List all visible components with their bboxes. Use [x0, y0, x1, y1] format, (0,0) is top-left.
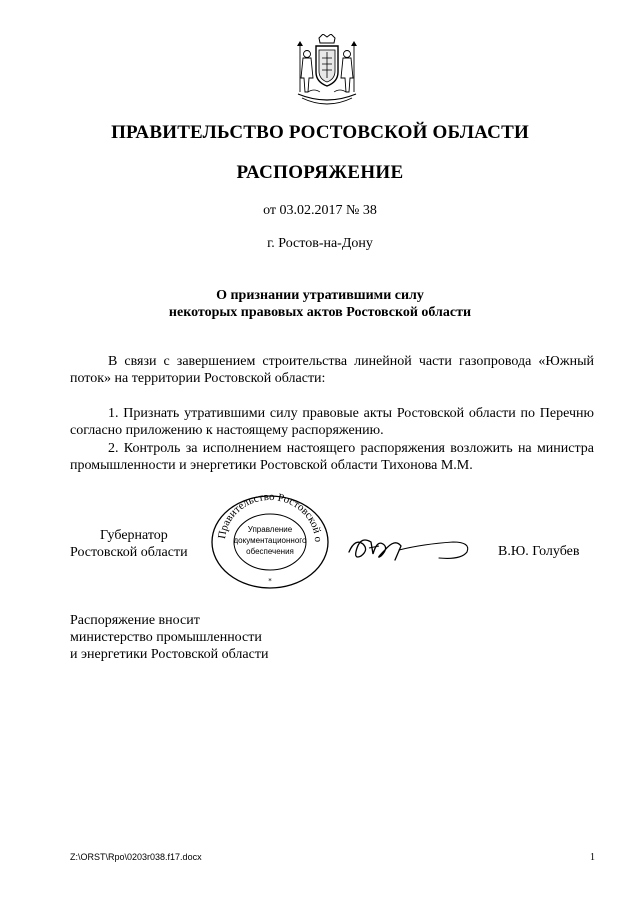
order-item-text: 2. Контроль за исполнением настоящего распоряжения возложить на министра промышленности и энергетики Ростовской области Тихонова М.М.: [70, 441, 594, 473]
page-number: 1: [590, 852, 595, 863]
organization-title: ПРАВИТЕЛЬСТВО РОСТОВСКОЙ ОБЛАСТИ: [111, 122, 529, 143]
footer-file-path: Z:\ORST\Rpo\0203r038.f17.docx: [70, 852, 202, 862]
subject-line: некоторых правовых актов Ростовской области: [168, 305, 472, 320]
submitted-by-block: [70, 612, 330, 663]
document-date-number: от 03.02.2017 № 38: [263, 203, 377, 218]
submitted-by-line: Распоряжение вносит: [70, 613, 200, 628]
signatory-position-line: Ростовской области: [70, 545, 188, 560]
official-seal: [207, 490, 333, 590]
order-item-text: 1. Признать утратившими силу правовые акты Ростовской области по Перечню согласно приложению к настоящему распоряжению.: [70, 406, 594, 438]
seal-inner-text: обеспечения: [246, 547, 294, 556]
svg-text:Правительство Ростовской облас: [207, 490, 324, 543]
document-subject: [0, 287, 640, 321]
seal-ring-text: Правительство Ростовской о: [216, 490, 325, 543]
preamble-text: В связи с завершением строительства линейной части газопровода «Южный поток» на территории Ростовской области:: [70, 354, 594, 386]
signatory-position: [70, 527, 210, 561]
subject-line: О признании утратившими силу: [216, 288, 424, 303]
document-city: г. Ростов-на-Дону: [267, 236, 373, 251]
seal-inner-text: документационного: [233, 536, 307, 545]
coat-of-arms-icon: [294, 34, 360, 110]
order-item-1: [70, 405, 594, 439]
signatory-position-line: Губернатор: [100, 528, 168, 543]
submitted-by-line: и энергетики Ростовской области: [70, 647, 269, 662]
order-item-2: [70, 440, 594, 474]
document-type-heading: РАСПОРЯЖЕНИЕ: [236, 162, 404, 183]
seal-inner-text: Управление: [247, 525, 293, 534]
svg-text:*: *: [268, 577, 272, 585]
preamble-paragraph: [70, 353, 594, 387]
signatory-name: В.Ю. Голубев: [498, 544, 580, 559]
submitted-by-line: министерство промышленности: [70, 630, 262, 645]
handwritten-signature: [343, 530, 475, 566]
